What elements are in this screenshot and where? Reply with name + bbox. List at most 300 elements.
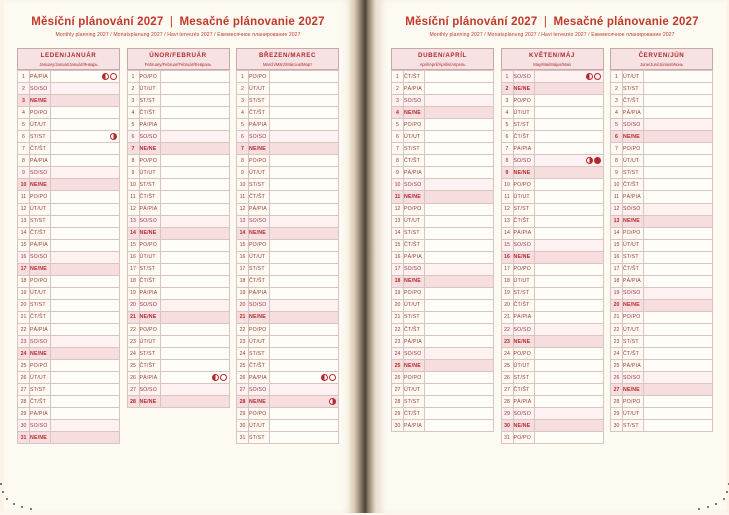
day-of-week: ÚT/UT	[623, 323, 644, 335]
day-number: 29	[392, 408, 404, 420]
day-note-field[interactable]	[534, 432, 603, 444]
day-number: 17	[501, 263, 513, 275]
day-note-field[interactable]	[270, 384, 339, 396]
day-note-field[interactable]	[270, 432, 339, 444]
day-note-field[interactable]	[425, 384, 494, 396]
day-of-week: ST/ST	[249, 348, 270, 360]
day-note-field[interactable]	[51, 275, 120, 287]
day-note-field[interactable]	[425, 95, 494, 107]
day-note-field[interactable]	[425, 251, 494, 263]
table-row	[611, 311, 713, 323]
day-number: 7	[127, 143, 139, 155]
day-of-week: PO/PO	[30, 107, 51, 119]
table-row	[501, 143, 603, 155]
day-note-field[interactable]	[425, 275, 494, 287]
day-number: 10	[18, 179, 30, 191]
day-number: 18	[611, 275, 623, 287]
table-row	[237, 348, 339, 360]
day-note-field[interactable]	[425, 119, 494, 131]
table-row	[611, 372, 713, 384]
day-note-field[interactable]	[644, 191, 713, 203]
table-row	[611, 167, 713, 179]
day-note-field[interactable]	[51, 155, 120, 167]
day-note-field[interactable]	[270, 71, 339, 83]
day-note-field[interactable]	[534, 372, 603, 384]
day-note-field[interactable]	[644, 251, 713, 263]
day-of-week: PÁ/PIA	[513, 143, 534, 155]
day-note-field[interactable]	[160, 239, 229, 251]
day-number: 27	[127, 384, 139, 396]
day-note-field[interactable]	[644, 107, 713, 119]
table-row	[18, 131, 120, 143]
day-note-field[interactable]	[534, 299, 603, 311]
day-number: 28	[127, 396, 139, 408]
day-note-field[interactable]	[425, 336, 494, 348]
day-of-week: ÚT/UT	[249, 336, 270, 348]
day-number: 17	[611, 263, 623, 275]
day-note-field[interactable]	[644, 275, 713, 287]
day-note-field[interactable]	[51, 71, 120, 83]
day-note-field[interactable]	[51, 119, 120, 131]
day-of-week: ÚT/UT	[623, 239, 644, 251]
day-note-field[interactable]	[644, 71, 713, 83]
day-note-field[interactable]	[160, 275, 229, 287]
table-row	[18, 203, 120, 215]
day-note-field[interactable]	[534, 143, 603, 155]
table-row	[392, 143, 494, 155]
day-note-field[interactable]	[270, 131, 339, 143]
day-number: 8	[237, 155, 249, 167]
day-note-field[interactable]	[425, 420, 494, 432]
day-note-field[interactable]	[270, 275, 339, 287]
day-note-field[interactable]	[534, 107, 603, 119]
day-note-field[interactable]	[160, 191, 229, 203]
day-of-week: SO/SO	[513, 408, 534, 420]
day-note-field[interactable]	[270, 348, 339, 360]
table-row	[501, 360, 603, 372]
day-of-week: ČT/ŠT	[404, 239, 425, 251]
day-note-field[interactable]	[425, 131, 494, 143]
table-row	[611, 251, 713, 263]
day-note-field[interactable]	[160, 372, 229, 384]
day-number: 1	[237, 71, 249, 83]
day-note-field[interactable]	[160, 119, 229, 131]
table-row	[127, 348, 229, 360]
day-note-field[interactable]	[51, 143, 120, 155]
day-note-field[interactable]	[534, 348, 603, 360]
day-of-week: PO/PO	[139, 71, 160, 83]
day-note-field[interactable]	[534, 155, 603, 167]
day-note-field[interactable]	[160, 348, 229, 360]
day-note-field[interactable]	[51, 420, 120, 432]
day-note-field[interactable]	[160, 384, 229, 396]
day-note-field[interactable]	[534, 131, 603, 143]
day-note-field[interactable]	[644, 203, 713, 215]
day-note-field[interactable]	[51, 323, 120, 335]
day-note-field[interactable]	[425, 203, 494, 215]
day-number: 30	[611, 420, 623, 432]
day-note-field[interactable]	[160, 215, 229, 227]
day-note-field[interactable]	[534, 360, 603, 372]
table-row	[237, 119, 339, 131]
day-note-field[interactable]	[270, 372, 339, 384]
day-note-field[interactable]	[160, 396, 229, 408]
day-note-field[interactable]	[51, 203, 120, 215]
day-number: 28	[611, 396, 623, 408]
day-note-field[interactable]	[270, 95, 339, 107]
day-number: 20	[237, 299, 249, 311]
day-note-field[interactable]	[425, 227, 494, 239]
day-number: 27	[392, 384, 404, 396]
day-note-field[interactable]	[644, 323, 713, 335]
day-note-field[interactable]	[644, 420, 713, 432]
day-note-field[interactable]	[160, 143, 229, 155]
table-row	[611, 179, 713, 191]
table-row	[18, 408, 120, 420]
day-of-week: SO/SO	[404, 348, 425, 360]
day-note-field[interactable]	[425, 299, 494, 311]
day-note-field[interactable]	[534, 408, 603, 420]
day-note-field[interactable]	[270, 119, 339, 131]
table-row	[127, 191, 229, 203]
day-note-field[interactable]	[270, 299, 339, 311]
table-row	[392, 239, 494, 251]
day-note-field[interactable]	[51, 239, 120, 251]
day-number: 2	[18, 83, 30, 95]
table-row	[237, 155, 339, 167]
day-note-field[interactable]	[644, 311, 713, 323]
day-note-field[interactable]	[270, 167, 339, 179]
day-note-field[interactable]	[425, 83, 494, 95]
day-note-field[interactable]	[51, 251, 120, 263]
day-number: 13	[18, 215, 30, 227]
day-note-field[interactable]	[425, 287, 494, 299]
table-row	[127, 107, 229, 119]
day-note-field[interactable]	[425, 143, 494, 155]
day-of-week: PÁ/PIA	[139, 203, 160, 215]
month-subname-may: May/Mai/Május/Май	[501, 61, 604, 70]
day-of-week: PÁ/PIA	[623, 107, 644, 119]
day-note-field[interactable]	[644, 215, 713, 227]
table-row	[611, 420, 713, 432]
day-note-field[interactable]	[425, 71, 494, 83]
day-note-field[interactable]	[534, 95, 603, 107]
day-number: 22	[501, 323, 513, 335]
day-note-field[interactable]	[160, 203, 229, 215]
day-note-field[interactable]	[51, 191, 120, 203]
day-number: 7	[237, 143, 249, 155]
day-number: 23	[501, 336, 513, 348]
table-row	[18, 372, 120, 384]
day-note-field[interactable]	[51, 299, 120, 311]
day-note-field[interactable]	[425, 263, 494, 275]
day-note-field[interactable]	[644, 83, 713, 95]
day-note-field[interactable]	[51, 287, 120, 299]
day-note-field[interactable]	[644, 95, 713, 107]
day-of-week: NE/NE	[404, 360, 425, 372]
table-row	[237, 396, 339, 408]
day-note-field[interactable]	[644, 336, 713, 348]
day-number: 22	[392, 323, 404, 335]
day-note-field[interactable]	[160, 131, 229, 143]
day-note-field[interactable]	[51, 396, 120, 408]
day-note-field[interactable]	[644, 299, 713, 311]
day-note-field[interactable]	[534, 311, 603, 323]
day-note-field[interactable]	[270, 396, 339, 408]
day-of-week: PO/PO	[623, 396, 644, 408]
day-number: 25	[237, 360, 249, 372]
day-number: 9	[611, 167, 623, 179]
day-note-field[interactable]	[644, 239, 713, 251]
day-number: 25	[18, 360, 30, 372]
day-table-june	[610, 70, 713, 432]
day-number: 15	[611, 239, 623, 251]
day-note-field[interactable]	[644, 227, 713, 239]
day-of-week: NE/NE	[30, 179, 51, 191]
day-of-week: ČT/ŠT	[139, 107, 160, 119]
page-title-cs: Měsíční plánování 2027	[31, 16, 164, 28]
day-of-week: SO/SO	[30, 167, 51, 179]
day-note-field[interactable]	[534, 420, 603, 432]
day-note-field[interactable]	[160, 287, 229, 299]
day-note-field[interactable]	[51, 372, 120, 384]
day-number: 9	[501, 167, 513, 179]
day-note-field[interactable]	[270, 239, 339, 251]
day-note-field[interactable]	[534, 275, 603, 287]
day-note-field[interactable]	[534, 336, 603, 348]
day-note-field[interactable]	[644, 155, 713, 167]
day-number: 12	[501, 203, 513, 215]
day-note-field[interactable]	[270, 287, 339, 299]
table-row	[237, 239, 339, 251]
day-note-field[interactable]	[425, 372, 494, 384]
day-number: 2	[611, 83, 623, 95]
day-note-field[interactable]	[160, 311, 229, 323]
day-note-field[interactable]	[270, 107, 339, 119]
day-note-field[interactable]	[160, 360, 229, 372]
day-note-field[interactable]	[51, 215, 120, 227]
day-note-field[interactable]	[425, 396, 494, 408]
day-note-field[interactable]	[270, 263, 339, 275]
day-note-field[interactable]	[644, 372, 713, 384]
day-note-field[interactable]	[270, 420, 339, 432]
day-note-field[interactable]	[644, 119, 713, 131]
day-note-field[interactable]	[51, 263, 120, 275]
day-note-field[interactable]	[425, 311, 494, 323]
table-row	[611, 408, 713, 420]
day-note-field[interactable]	[51, 107, 120, 119]
day-note-field[interactable]	[534, 323, 603, 335]
table-row	[127, 299, 229, 311]
day-number: 21	[611, 311, 623, 323]
day-note-field[interactable]	[160, 179, 229, 191]
day-note-field[interactable]	[534, 179, 603, 191]
day-note-field[interactable]	[51, 432, 120, 444]
day-note-field[interactable]	[270, 323, 339, 335]
day-of-week: ÚT/UT	[513, 191, 534, 203]
day-of-week: PÁ/PIA	[623, 191, 644, 203]
day-note-field[interactable]	[51, 348, 120, 360]
day-note-field[interactable]	[534, 203, 603, 215]
day-note-field[interactable]	[51, 179, 120, 191]
day-number: 20	[127, 299, 139, 311]
day-of-week: ÚT/UT	[139, 336, 160, 348]
day-note-field[interactable]	[425, 360, 494, 372]
day-of-week: ST/ST	[30, 299, 51, 311]
day-note-field[interactable]	[644, 263, 713, 275]
month-block-june	[610, 48, 713, 444]
day-note-field[interactable]	[644, 143, 713, 155]
table-row	[18, 239, 120, 251]
day-note-field[interactable]	[270, 311, 339, 323]
month-block-april	[391, 48, 494, 444]
moon-phase-last-icon	[102, 73, 109, 80]
day-number: 28	[392, 396, 404, 408]
moon-phase-group	[208, 374, 229, 381]
day-of-week: PÁ/PIA	[30, 323, 51, 335]
day-note-field[interactable]	[644, 384, 713, 396]
day-note-field[interactable]	[644, 131, 713, 143]
day-note-field[interactable]	[160, 155, 229, 167]
day-note-field[interactable]	[425, 155, 494, 167]
table-row	[392, 167, 494, 179]
day-note-field[interactable]	[51, 95, 120, 107]
day-note-field[interactable]	[51, 384, 120, 396]
day-number: 6	[392, 131, 404, 143]
day-of-week: SO/SO	[139, 299, 160, 311]
day-note-field[interactable]	[160, 263, 229, 275]
day-note-field[interactable]	[425, 107, 494, 119]
day-of-week: NE/NE	[139, 396, 160, 408]
day-note-field[interactable]	[534, 384, 603, 396]
day-note-field[interactable]	[270, 215, 339, 227]
day-note-field[interactable]	[51, 131, 120, 143]
month-block-may	[501, 48, 604, 444]
day-note-field[interactable]	[534, 167, 603, 179]
moon-phase-new-icon	[329, 374, 336, 381]
day-note-field[interactable]	[425, 167, 494, 179]
table-row	[611, 299, 713, 311]
day-note-field[interactable]	[270, 251, 339, 263]
day-note-field[interactable]	[534, 263, 603, 275]
day-note-field[interactable]	[425, 408, 494, 420]
day-note-field[interactable]	[425, 191, 494, 203]
day-note-field[interactable]	[644, 287, 713, 299]
day-note-field[interactable]	[270, 408, 339, 420]
day-of-week: SO/SO	[513, 155, 534, 167]
table-row	[127, 155, 229, 167]
page-title-cs: Měsíční plánování 2027	[405, 16, 538, 28]
day-note-field[interactable]	[51, 408, 120, 420]
day-note-field[interactable]	[644, 408, 713, 420]
day-number: 30	[18, 420, 30, 432]
day-of-week: NE/NE	[139, 227, 160, 239]
day-number: 25	[501, 360, 513, 372]
day-of-week: ÚT/UT	[404, 384, 425, 396]
day-note-field[interactable]	[425, 215, 494, 227]
day-note-field[interactable]	[270, 191, 339, 203]
table-row	[237, 323, 339, 335]
day-note-field[interactable]	[534, 215, 603, 227]
day-note-field[interactable]	[160, 336, 229, 348]
day-note-field[interactable]	[160, 227, 229, 239]
day-note-field[interactable]	[51, 83, 120, 95]
day-of-week: PO/PO	[139, 323, 160, 335]
day-of-week: ST/ST	[30, 131, 51, 143]
day-note-field[interactable]	[51, 336, 120, 348]
table-row	[501, 396, 603, 408]
day-note-field[interactable]	[51, 360, 120, 372]
day-note-field[interactable]	[534, 251, 603, 263]
day-note-field[interactable]	[51, 167, 120, 179]
table-row	[501, 131, 603, 143]
day-note-field[interactable]	[160, 299, 229, 311]
day-number: 19	[392, 287, 404, 299]
day-note-field[interactable]	[160, 83, 229, 95]
day-note-field[interactable]	[425, 239, 494, 251]
day-note-field[interactable]	[270, 155, 339, 167]
day-note-field[interactable]	[160, 71, 229, 83]
day-note-field[interactable]	[534, 83, 603, 95]
day-number: 18	[18, 275, 30, 287]
table-row	[127, 203, 229, 215]
day-note-field[interactable]	[644, 396, 713, 408]
day-note-field[interactable]	[534, 227, 603, 239]
day-note-field[interactable]	[270, 203, 339, 215]
table-row	[18, 360, 120, 372]
table-row	[18, 95, 120, 107]
day-of-week: SO/SO	[513, 323, 534, 335]
day-note-field[interactable]	[644, 179, 713, 191]
day-number: 3	[237, 95, 249, 107]
day-note-field[interactable]	[51, 311, 120, 323]
day-note-field[interactable]	[644, 360, 713, 372]
day-note-field[interactable]	[270, 83, 339, 95]
day-note-field[interactable]	[534, 119, 603, 131]
day-note-field[interactable]	[270, 227, 339, 239]
day-note-field[interactable]	[534, 396, 603, 408]
table-row	[127, 95, 229, 107]
day-note-field[interactable]	[644, 167, 713, 179]
day-note-field[interactable]	[160, 167, 229, 179]
day-note-field[interactable]	[644, 348, 713, 360]
day-note-field[interactable]	[160, 107, 229, 119]
day-number: 19	[237, 287, 249, 299]
day-note-field[interactable]	[270, 360, 339, 372]
day-of-week: NE/NE	[404, 191, 425, 203]
day-note-field[interactable]	[51, 227, 120, 239]
day-note-field[interactable]	[425, 323, 494, 335]
day-of-week: PÁ/PIA	[30, 239, 51, 251]
day-note-field[interactable]	[270, 143, 339, 155]
day-note-field[interactable]	[534, 239, 603, 251]
day-note-field[interactable]	[160, 251, 229, 263]
day-note-field[interactable]	[534, 71, 603, 83]
day-note-field[interactable]	[534, 191, 603, 203]
table-row	[237, 432, 339, 444]
day-note-field[interactable]	[270, 179, 339, 191]
day-note-field[interactable]	[425, 348, 494, 360]
table-row	[127, 287, 229, 299]
day-note-field[interactable]	[160, 323, 229, 335]
day-note-field[interactable]	[160, 95, 229, 107]
day-number: 27	[501, 384, 513, 396]
table-row	[501, 372, 603, 384]
day-number: 10	[501, 179, 513, 191]
day-note-field[interactable]	[534, 287, 603, 299]
day-note-field[interactable]	[270, 336, 339, 348]
day-note-field[interactable]	[425, 179, 494, 191]
